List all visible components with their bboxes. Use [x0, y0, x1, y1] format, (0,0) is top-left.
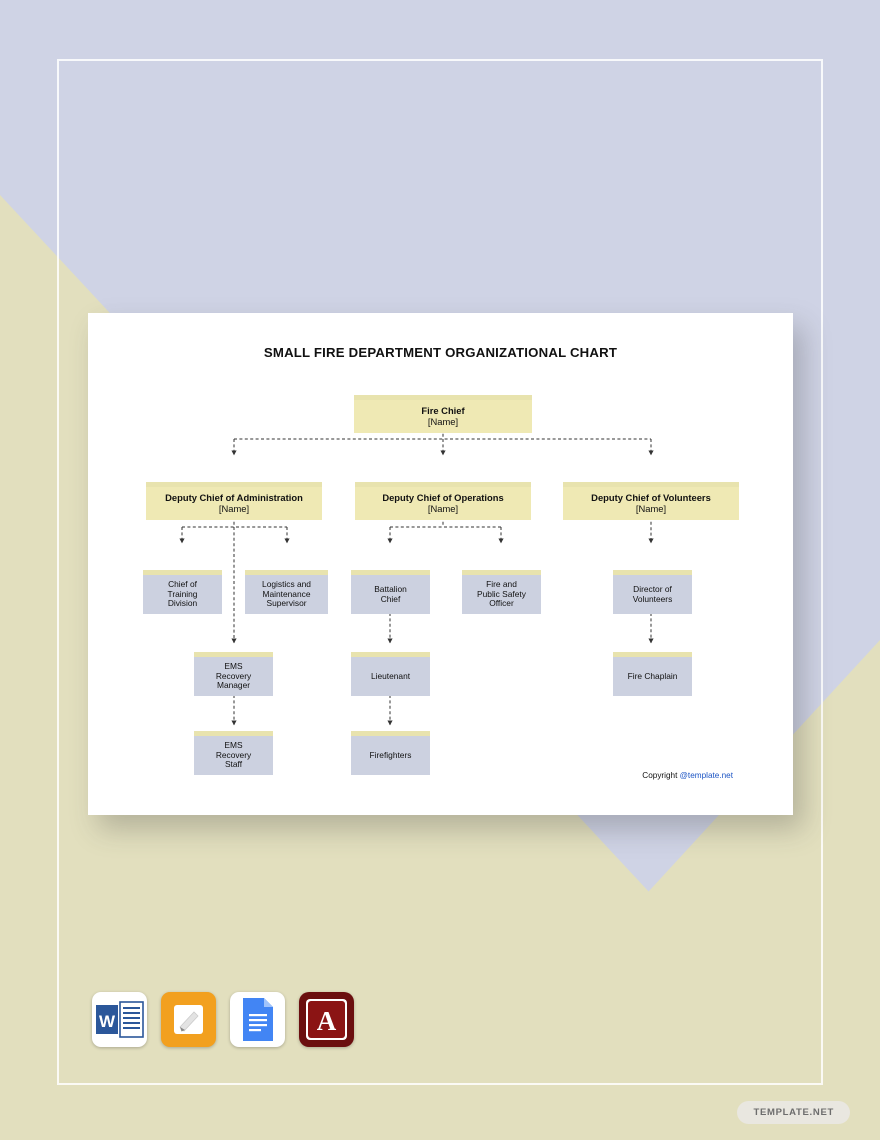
- node-lieutenant-label: Lieutenant: [370, 670, 411, 681]
- google-docs-icon[interactable]: [230, 992, 285, 1047]
- node-chief-training-line1: Chief of: [168, 579, 197, 590]
- node-logistics-line3: Supervisor: [266, 598, 307, 609]
- node-fire-chief-title: Fire Chief: [421, 404, 465, 416]
- org-chart-document: [88, 313, 793, 815]
- google-docs-icon-glyph: [230, 992, 285, 1047]
- node-ems-recovery-staff[interactable]: [194, 731, 273, 775]
- node-deputy-volunteers-name: [Name]: [635, 502, 667, 514]
- node-fire-chaplain-label: Fire Chaplain: [627, 670, 678, 681]
- node-deputy-ops-title: Deputy Chief of Operations: [382, 491, 504, 503]
- word-icon[interactable]: [92, 992, 147, 1047]
- node-public-safety-line3: Officer: [489, 598, 514, 609]
- node-battalion-chief[interactable]: [351, 570, 430, 614]
- node-ems-staff-line2: Recovery: [215, 749, 252, 760]
- node-chief-of-training-division[interactable]: [143, 570, 222, 614]
- node-public-safety-line1: Fire and: [486, 579, 517, 590]
- node-director-volunteers-line1: Director of: [633, 584, 672, 595]
- node-chief-training-line2: Training: [167, 588, 198, 599]
- node-director-of-volunteers[interactable]: [613, 570, 692, 614]
- node-ems-manager-line2: Recovery: [215, 670, 252, 681]
- node-deputy-admin-name: [Name]: [218, 502, 250, 514]
- apple-pages-icon-glyph: [161, 992, 216, 1047]
- node-deputy-chief-volunteers[interactable]: [563, 482, 739, 520]
- node-ems-staff-line3: Staff: [224, 759, 243, 770]
- node-fire-chief-name: [Name]: [427, 415, 459, 427]
- template-net-badge[interactable]: TEMPLATE.NET: [737, 1101, 850, 1124]
- node-fire-chaplain[interactable]: [613, 652, 692, 696]
- node-ems-recovery-manager[interactable]: [194, 652, 273, 696]
- node-deputy-chief-administration[interactable]: [146, 482, 322, 520]
- template-net-link[interactable]: @template.net: [679, 771, 733, 780]
- svg-text:W: W: [98, 1012, 116, 1031]
- copyright-text: Copyright: [642, 771, 680, 780]
- node-deputy-volunteers-title: Deputy Chief of Volunteers: [591, 491, 711, 503]
- node-director-volunteers-line2: Volunteers: [632, 593, 673, 604]
- file-format-icon-row: [92, 992, 354, 1047]
- pdf-icon[interactable]: [299, 992, 354, 1047]
- pdf-icon-glyph: [299, 992, 354, 1047]
- svg-text:A: A: [316, 1006, 337, 1036]
- node-deputy-admin-title: Deputy Chief of Administration: [165, 491, 303, 503]
- node-public-safety-line2: Public Safety: [477, 588, 526, 599]
- page-title: SMALL FIRE DEPARTMENT ORGANIZATIONAL CHART: [263, 345, 618, 360]
- node-firefighters-label: Firefighters: [369, 749, 412, 760]
- node-lieutenant[interactable]: [351, 652, 430, 696]
- node-fire-public-safety-officer[interactable]: [462, 570, 541, 614]
- node-chief-training-line3: Division: [167, 598, 198, 609]
- node-ems-manager-line3: Manager: [216, 680, 251, 691]
- node-firefighters[interactable]: [351, 731, 430, 775]
- node-deputy-chief-operations[interactable]: [355, 482, 531, 520]
- node-logistics-line2: Maintenance: [262, 588, 311, 599]
- node-battalion-line2: Chief: [380, 593, 401, 604]
- copyright-notice: [518, 771, 733, 780]
- node-battalion-line1: Battalion: [374, 584, 407, 595]
- apple-pages-icon[interactable]: [161, 992, 216, 1047]
- node-ems-manager-line1: EMS: [224, 661, 243, 672]
- node-ems-staff-line1: EMS: [224, 740, 243, 751]
- node-fire-chief[interactable]: [354, 395, 532, 433]
- node-deputy-ops-name: [Name]: [427, 502, 459, 514]
- node-logistics-line1: Logistics and: [262, 579, 311, 590]
- node-logistics-maintenance-supervisor[interactable]: [245, 570, 328, 614]
- word-icon-glyph: [92, 992, 147, 1047]
